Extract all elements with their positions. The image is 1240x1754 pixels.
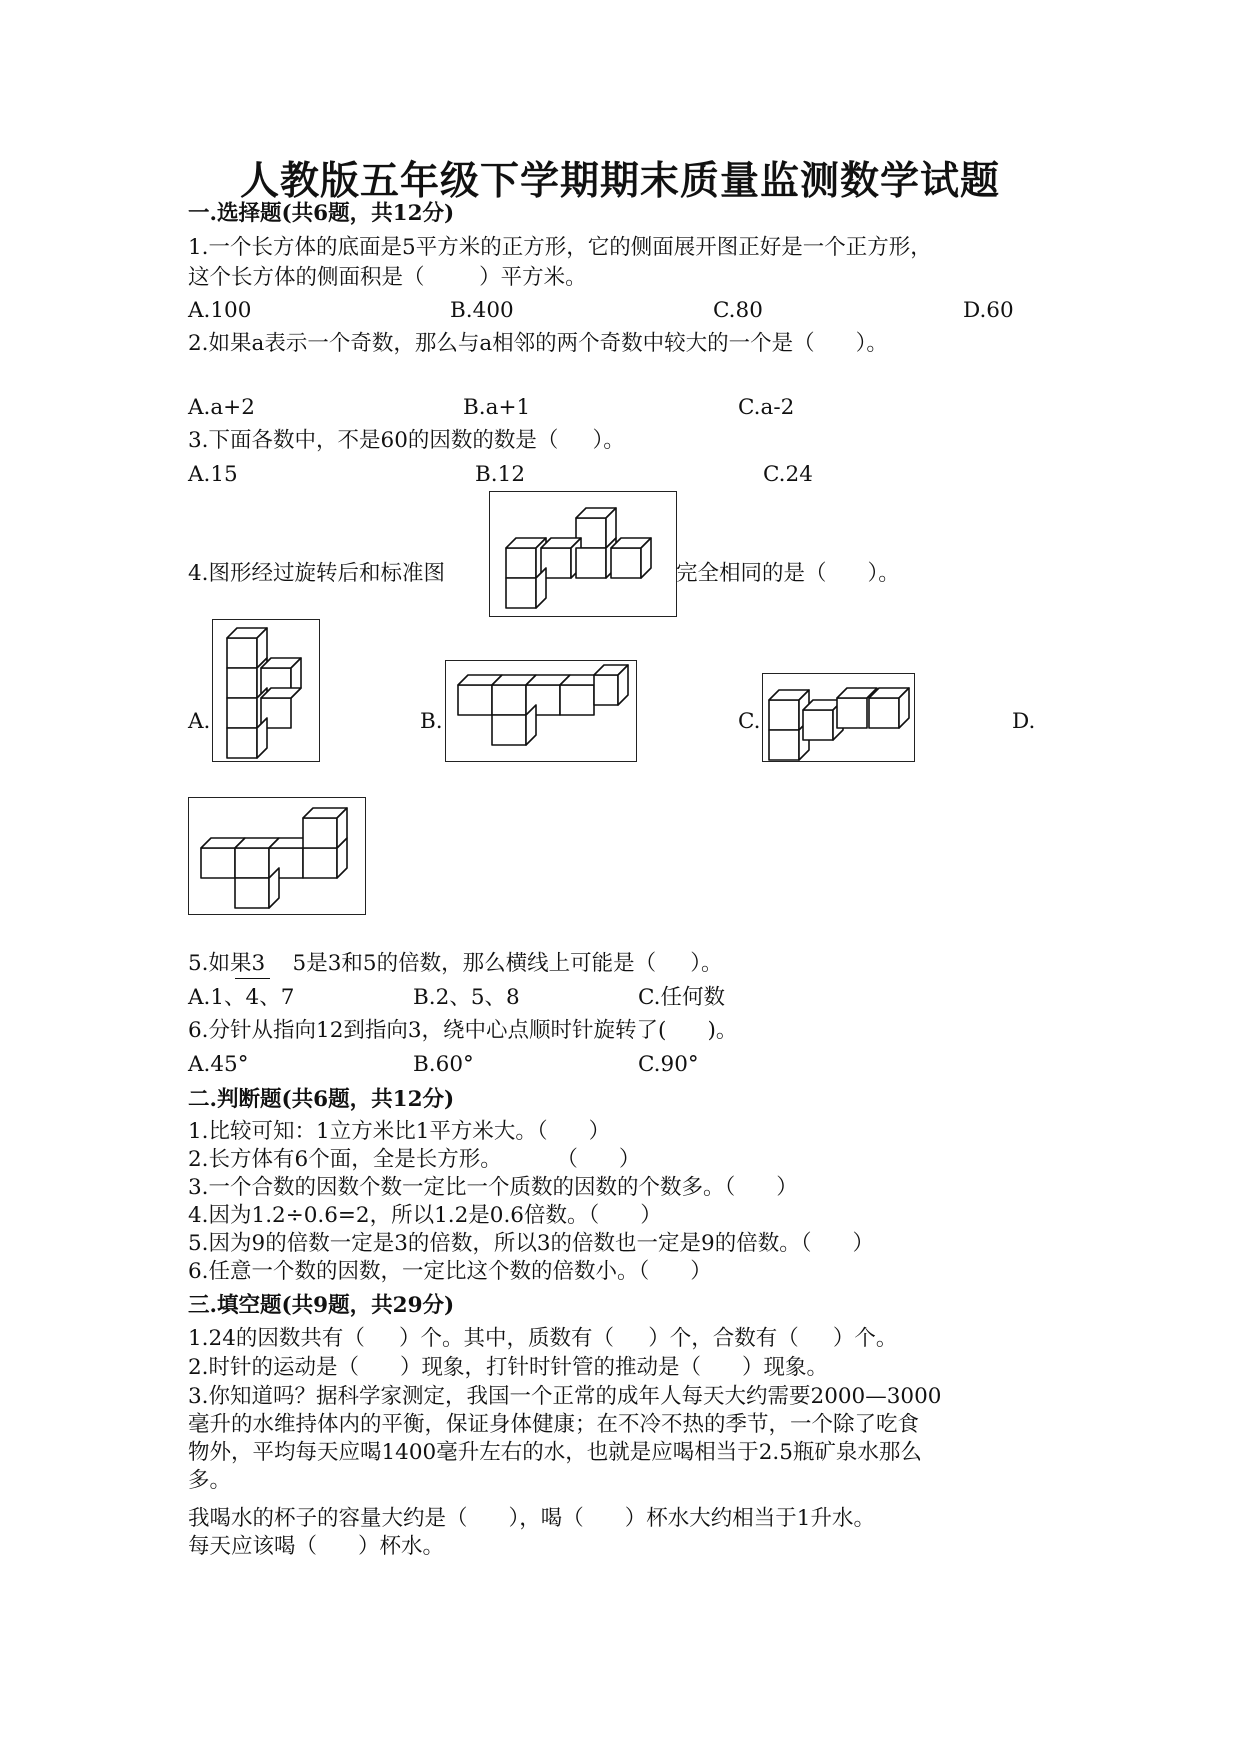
q4-option-c-figure xyxy=(762,673,915,762)
q5-blank-underline xyxy=(235,978,270,979)
judge-item-3: 3.一个合数的因数个数一定比一个质数的因数的个数多。（ ） xyxy=(188,1175,798,1200)
q1-option-b: B.400 xyxy=(450,298,514,323)
fill-q1: 1.24的因数共有（ ）个。其中，质数有（ ）个，合数有（ ）个。 xyxy=(188,1326,898,1351)
judge-item-1: 1.比较可知：1立方米比1平方米大。（ ） xyxy=(188,1119,611,1144)
q2-text: 2.如果a表示一个奇数，那么与a相邻的两个奇数中较大的一个是（ ）。 xyxy=(188,331,888,356)
q1-option-c: C.80 xyxy=(713,298,763,323)
q4-option-b: B. xyxy=(420,709,443,734)
q5-option-b: B.2、5、8 xyxy=(413,985,520,1010)
fill-q3-ask2: 每天应该喝（ ）杯水。 xyxy=(188,1534,445,1559)
judge-item-4: 4.因为1.2÷0.6=2，所以1.2是0.6倍数。（ ） xyxy=(188,1203,662,1228)
q1-text-line1: 1.一个长方体的底面是5平方米的正方形，它的侧面展开图正好是一个正方形， xyxy=(188,235,932,260)
q2-option-c: C.a-2 xyxy=(738,395,795,420)
section-heading-fill: 三.填空题(共9题，共29分) xyxy=(188,1293,455,1318)
fill-q3-line1: 3.你知道吗？据科学家测定，我国一个正常的成年人每天大约需要2000—3000 xyxy=(188,1384,942,1409)
fill-q3-line4: 多。 xyxy=(188,1468,232,1493)
q4-text-after: 完全相同的是（ ）。 xyxy=(676,561,900,586)
q4-option-d: D. xyxy=(1012,709,1036,734)
q2-option-b: B.a+1 xyxy=(463,395,531,420)
q5-option-c: C.任何数 xyxy=(638,985,726,1010)
fill-q2: 2.时针的运动是（ ）现象，打针时针管的推动是（ ）现象。 xyxy=(188,1355,829,1380)
option-a-drawing xyxy=(213,620,321,763)
option-d-drawing xyxy=(189,798,367,916)
q4-standard-figure xyxy=(489,491,677,617)
q3-option-a: A.15 xyxy=(188,462,238,487)
q4-option-b-figure xyxy=(445,660,637,762)
judge-item-6: 6.任意一个数的因数，一定比这个数的倍数小。（ ） xyxy=(188,1259,712,1284)
q6-text: 6.分针从指向12到指向3，绕中心点顺时针旋转了( )。 xyxy=(188,1018,738,1043)
standard-figure-drawing xyxy=(490,492,678,618)
q5-text: 5.如果3 5是3和5的倍数，那么横线上可能是（ ）。 xyxy=(188,951,723,976)
fill-q3-ask1: 我喝水的杯子的容量大约是（ ），喝（ ）杯水大约相当于1升水。 xyxy=(188,1506,875,1531)
q6-option-b: B.60° xyxy=(413,1052,474,1077)
q3-text: 3.下面各数中，不是60的因数的数是（ ）。 xyxy=(188,428,625,453)
judge-item-2: 2.长方体有6个面，全是长方形。 （ ） xyxy=(188,1147,641,1172)
q4-option-c: C. xyxy=(738,709,761,734)
q1-option-d: D.60 xyxy=(963,298,1014,323)
section-heading-choice: 一.选择题(共6题，共12分) xyxy=(188,201,455,226)
q4-option-a: A. xyxy=(188,709,211,734)
cube-group xyxy=(506,508,651,608)
option-c-drawing xyxy=(763,674,916,763)
q4-text-before: 4.图形经过旋转后和标准图 xyxy=(188,561,446,586)
page-title: 人教版五年级下学期期末质量监测数学试题 xyxy=(239,158,1000,204)
q3-option-c: C.24 xyxy=(763,462,813,487)
q3-option-b: B.12 xyxy=(475,462,525,487)
judge-item-5: 5.因为9的倍数一定是3的倍数，所以3的倍数也一定是9的倍数。（ ） xyxy=(188,1231,874,1256)
fill-q3-line3: 物外，平均每天应喝1400毫升左右的水，也就是应喝相当于2.5瓶矿泉水那么 xyxy=(188,1440,922,1465)
fill-q3-line2: 毫升的水维持体内的平衡，保证身体健康；在不冷不热的季节，一个除了吃食 xyxy=(188,1412,920,1437)
q6-option-a: A.45° xyxy=(188,1052,249,1077)
q2-option-a: A.a+2 xyxy=(188,395,255,420)
q4-option-d-figure xyxy=(188,797,366,915)
q1-option-a: A.100 xyxy=(188,298,252,323)
q4-option-a-figure xyxy=(212,619,320,762)
section-heading-judge: 二.判断题(共6题，共12分) xyxy=(188,1087,455,1112)
option-b-drawing xyxy=(446,661,638,763)
q6-option-c: C.90° xyxy=(638,1052,699,1077)
q1-text-line2: 这个长方体的侧面积是（ ）平方米。 xyxy=(188,265,587,290)
q5-option-a: A.1、4、7 xyxy=(188,985,295,1010)
